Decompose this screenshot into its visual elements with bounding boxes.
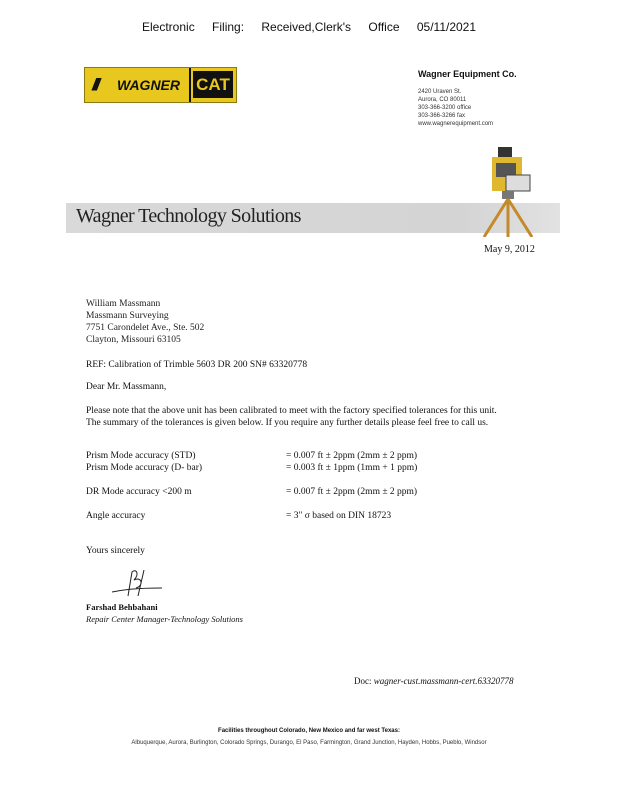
paragraph-line: The summary of the tolerances is given below. If you require any further details please feel free to call us. — [86, 418, 489, 428]
tolerance-value: = 0.003 ft ± 1ppm (1mm + 1 ppm) — [286, 463, 418, 473]
body-paragraph — [86, 405, 556, 429]
logo-divider — [189, 68, 191, 102]
address-line: www.wagnerequipment.com — [418, 121, 494, 127]
tolerance-value: = 3" σ based on DIN 18723 — [286, 511, 392, 521]
stamp-word: Office — [368, 20, 400, 34]
recipient-line: Clayton, Missouri 63105 — [86, 335, 181, 345]
logo-cat: CAT — [193, 71, 233, 98]
logo-brand: WAGNER — [117, 77, 180, 93]
address-line: Aurora, CO 80011 — [418, 97, 467, 103]
paragraph-line: Please note that the above unit has been calibrated to meet with the factory specified tolerances for this unit. — [86, 406, 497, 416]
footer-locations: Albuquerque, Aurora, Burlington, Colorado Springs, Durango, El Paso, Farmington, Grand Junction, Hayden, Hobbs, Pueblo, Windsor — [131, 740, 487, 746]
stamp-word: Filing: — [212, 20, 245, 34]
reference-line: REF: Calibration of Trimble 5603 DR 200 SN# 63320778 — [86, 360, 308, 370]
stamp-word: Electronic — [142, 20, 195, 34]
company-name: Wagner Equipment Co. — [418, 69, 517, 79]
signer-title: Repair Center Manager-Technology Solutions — [86, 614, 243, 624]
wagner-mark-icon: /// — [92, 75, 98, 94]
recipient-line: 7751 Carondelet Ave., Ste. 502 — [86, 323, 205, 333]
document-reference — [354, 676, 514, 686]
closing: Yours sincerely — [86, 546, 145, 556]
address-line: 2420 Uraven St. — [418, 89, 462, 95]
signature — [108, 566, 164, 602]
wagner-cat-logo — [84, 67, 237, 103]
total-station-icon — [478, 143, 540, 237]
tolerance-label: Prism Mode accuracy (STD) — [86, 451, 196, 461]
recipient-line: Massmann Surveying — [86, 311, 169, 321]
tolerance-label: Prism Mode accuracy (D- bar) — [86, 463, 203, 473]
signer-name: Farshad Behbahani — [86, 602, 158, 612]
address-line: 303-366-3200 office — [418, 105, 472, 111]
stamp-word: Received,Clerk's — [261, 20, 352, 34]
footer-heading: Facilities throughout Colorado, New Mexico and far west Texas: — [218, 728, 400, 734]
tolerance-label: Angle accuracy — [86, 511, 146, 521]
doc-name: wagner-cust.massmann-cert.63320778 — [373, 676, 514, 686]
filing-stamp — [142, 20, 490, 34]
letter-date: May 9, 2012 — [484, 244, 535, 255]
address-line: 303-366-3266 fax — [418, 113, 466, 119]
stamp-date: 05/11/2021 — [416, 20, 477, 34]
recipient-line: William Massmann — [86, 299, 161, 309]
doc-label: Doc: — [354, 676, 372, 686]
tolerance-label: DR Mode accuracy <200 m — [86, 487, 192, 497]
tolerance-value: = 0.007 ft ± 2ppm (2mm ± 2 ppm) — [286, 487, 418, 497]
salutation: Dear Mr. Massmann, — [86, 382, 167, 392]
company-address — [418, 88, 493, 128]
banner-title: Wagner Technology Solutions — [76, 205, 301, 227]
recipient-address — [86, 298, 204, 346]
tolerance-value: = 0.007 ft ± 2ppm (2mm ± 2 ppm) — [286, 451, 418, 461]
